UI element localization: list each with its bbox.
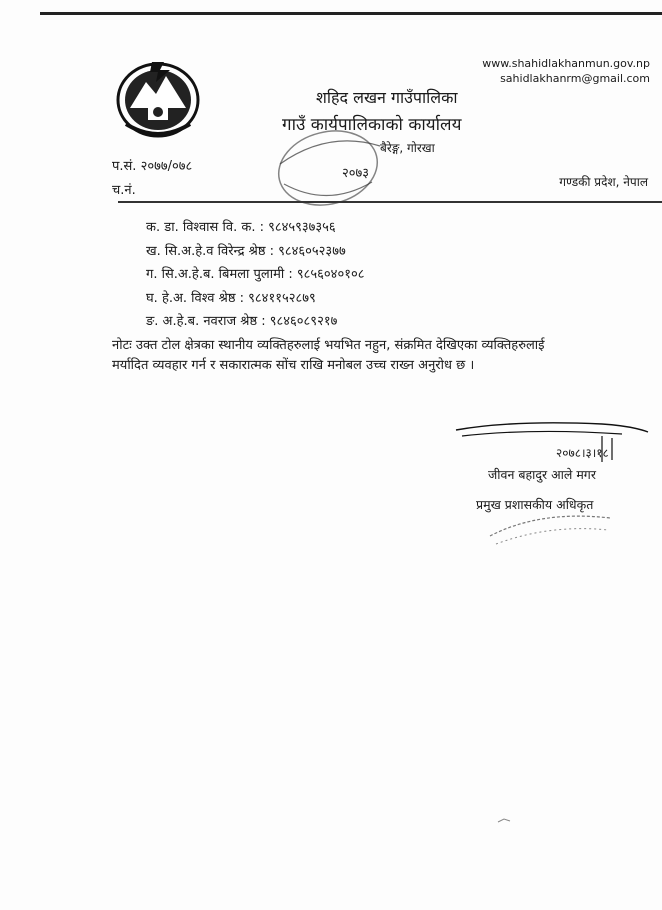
list-item: ग. सि.अ.हे.ब. बिमला पुलामी : ९८५६०४०१०८	[146, 267, 365, 282]
nepal-emblem-icon	[112, 52, 204, 142]
signer-name: जीवन बहादुर आले मगर	[488, 467, 596, 482]
office-type: गाउँ कार्यपालिकाको कार्यालय	[282, 115, 462, 135]
contact-list	[146, 216, 365, 334]
round-stamp-icon	[480, 500, 620, 550]
website-link[interactable]: www.shahidlakhanmun.gov.np	[482, 57, 650, 70]
office-seal-stamp-icon	[268, 112, 388, 212]
list-item: ङ. अ.हे.ब. नवराज श्रेष्ठ : ९८४६०८९२१७	[146, 314, 338, 329]
list-item: घ. हे.अ. विश्व श्रेष्ठ : ९८४११५२८७९	[146, 290, 316, 306]
office-address: बैरेङ्ग, गोरखा	[380, 141, 435, 155]
header-divider	[118, 201, 662, 203]
signature-icon	[452, 418, 652, 466]
note-line-2: मर्यादित व्यवहार गर्न र सकारात्मक सोंच राखि मनोबल उच्च राख्न अनुरोध छ ।	[112, 358, 475, 373]
top-border	[40, 12, 662, 15]
office-name: शहिद लखन गाउँपालिका	[316, 88, 458, 107]
email-link[interactable]: sahidlakhanrm@gmail.com	[500, 72, 650, 85]
contact-web	[482, 56, 650, 86]
established-year: २०७३	[342, 166, 370, 181]
signature-date: २०७८।३।१८	[556, 446, 609, 460]
signer-title: प्रमुख प्रशासकीय अधिकृत	[476, 497, 594, 512]
dispatch-number: च.नं.	[112, 183, 136, 198]
paper-mark-icon	[496, 816, 514, 826]
note-line-1: नोटः उक्त टोल क्षेत्रका स्थानीय व्यक्तिहरुलाई भयभित नहुन, संक्रमित देखिएका व्यक्तिहरुलाई	[112, 338, 545, 353]
list-item: क. डा. विश्वास वि. क. : ९८४५९३७३५६	[146, 220, 336, 235]
list-item: ख. सि.अ.हे.व विरेन्द्र श्रेष्ठ : ९८४६०५२३७७	[146, 243, 346, 259]
note-paragraph	[112, 336, 648, 376]
reference-number: प.सं. २०७७/०७८	[112, 159, 193, 174]
province-name: गण्डकी प्रदेश, नेपाल	[559, 175, 648, 189]
